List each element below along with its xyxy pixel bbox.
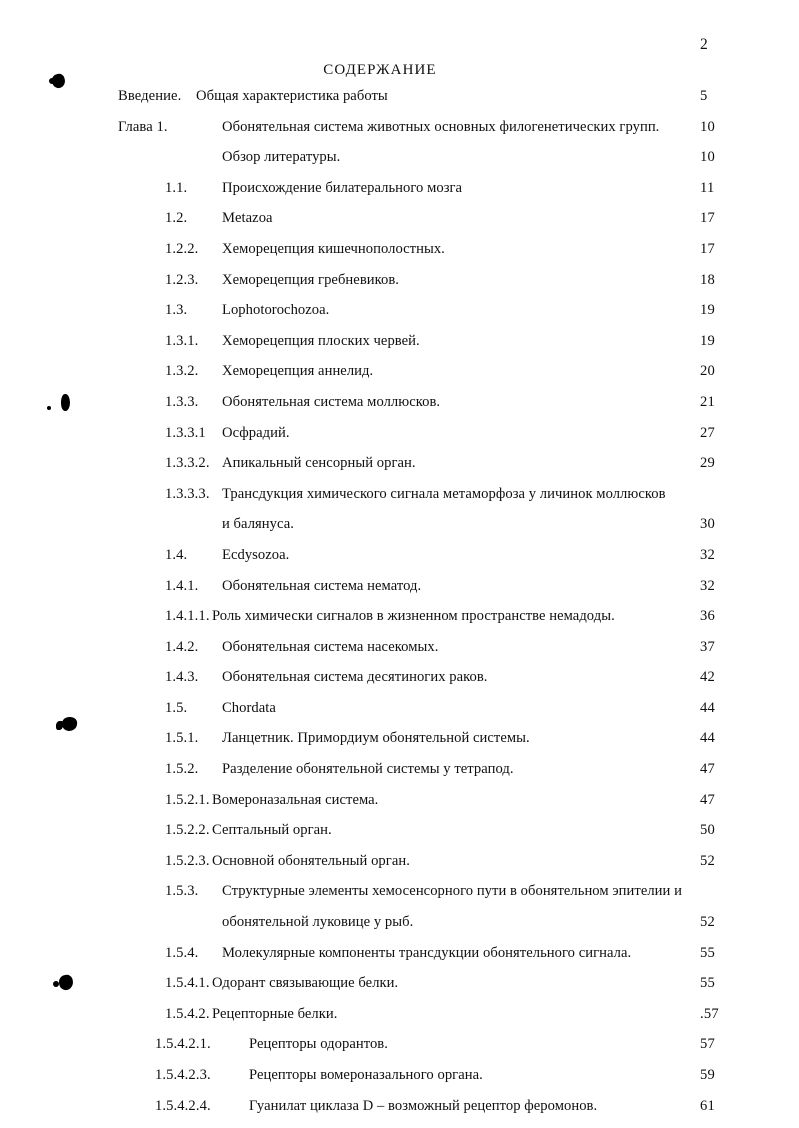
- toc-entry-page-number: 42: [700, 669, 715, 686]
- toc-entry-label: Metazoa: [222, 210, 273, 227]
- toc-entry-label: Основной обонятельный орган.: [212, 852, 410, 869]
- toc-entry[interactable]: [0, 730, 799, 761]
- toc-entry-number: 1.2.2.: [165, 240, 199, 257]
- toc-entry[interactable]: [0, 119, 799, 150]
- toc-entry-number: 1.5.2.3.: [165, 852, 210, 869]
- toc-entry-label: Гуанилат циклаза D – возможный рецептор феромонов.: [249, 1097, 598, 1114]
- toc-entry[interactable]: [0, 302, 799, 333]
- toc-entry[interactable]: [0, 700, 799, 731]
- toc-entry-label: Молекулярные компоненты трансдукции обонятельного сигнала.: [222, 944, 632, 961]
- toc-entry-page-number: 18: [700, 271, 715, 288]
- toc-entry-label: Обонятельная система нематод.: [222, 577, 422, 594]
- toc-entry-number: 1.5.4.2.: [165, 1005, 210, 1022]
- toc-entry[interactable]: [0, 88, 799, 119]
- toc-entry-number: 1.5.4.1.: [165, 975, 210, 992]
- toc-entry[interactable]: [0, 975, 799, 1006]
- toc-entry-page-number: 61: [700, 1097, 715, 1114]
- page-folio-number: 2: [700, 36, 708, 53]
- toc-entry-number: 1.4.2.: [165, 638, 199, 655]
- toc-entry-label: Роль химически сигналов в жизненном пространстве немадоды.: [212, 608, 615, 625]
- toc-entry-label: Обонятельная система животных основных филогенетических групп.: [222, 118, 660, 135]
- toc-entry-number: 1.4.3.: [165, 669, 199, 686]
- toc-entry-number: 1.3.3.: [165, 393, 199, 410]
- toc-entry-label: Рецепторы вомероназального органа.: [249, 1067, 483, 1083]
- toc-entry-page-number: 57: [700, 1036, 715, 1053]
- toc-entry-number: 1.5.1.: [165, 730, 199, 747]
- toc-entry-label: Обзор литературы.: [222, 149, 341, 166]
- toc-entry-number: 1.5.2.1.: [165, 791, 210, 808]
- toc-entry[interactable]: [0, 180, 799, 211]
- binding-mark-4-speck-icon: [53, 981, 59, 987]
- toc-entry-label: Обонятельная система насекомых.: [222, 638, 439, 655]
- toc-entry-number: 1.3.2.: [165, 363, 199, 380]
- toc-entry[interactable]: [0, 853, 799, 884]
- toc-entry-number: 1.3.3.1: [165, 424, 206, 441]
- toc-entry-number: 1.3.: [165, 302, 188, 319]
- toc-entry[interactable]: [0, 394, 799, 425]
- toc-entry-label: и балянуса.: [222, 516, 294, 533]
- toc-entry-label: Рецепторные белки.: [212, 1005, 338, 1022]
- toc-entry-page-number: 32: [700, 546, 715, 563]
- toc-entry[interactable]: [0, 363, 799, 394]
- toc-entry[interactable]: [0, 1006, 799, 1037]
- toc-entry[interactable]: [0, 608, 799, 639]
- toc-entry-number: 1.5.4.2.4.: [155, 1097, 211, 1114]
- toc-entry-number: 1.5.4.2.3.: [155, 1067, 211, 1083]
- toc-entry-page-number: 37: [700, 638, 715, 655]
- toc-entry[interactable]: [0, 1036, 799, 1067]
- toc-entry[interactable]: [0, 792, 799, 823]
- toc-entry-page-number: 59: [700, 1067, 715, 1083]
- toc-entry-label: Обонятельная система десятиногих раков.: [222, 669, 488, 686]
- toc-entry[interactable]: [0, 547, 799, 578]
- toc-entry-page-number: 52: [700, 852, 715, 869]
- toc-entry-page-number: 17: [700, 240, 715, 257]
- binding-mark-3-speck-icon: [56, 721, 63, 730]
- binding-mark-2-icon: [61, 394, 70, 411]
- toc-entry-label: Вомероназальная система.: [212, 791, 379, 808]
- toc-entry[interactable]: [0, 149, 799, 180]
- toc-entry-number: 1.5.4.: [165, 944, 199, 961]
- toc-entry-number: 1.4.1.1.: [165, 608, 210, 625]
- toc-entry-page-number: 47: [700, 791, 715, 808]
- toc-entry-label: Одорант связывающие белки.: [212, 975, 399, 992]
- toc-entry[interactable]: [0, 241, 799, 272]
- toc-entry-number: Глава 1.: [118, 118, 168, 135]
- toc-entry[interactable]: [0, 210, 799, 241]
- toc-entry-label: Хеморецепция аннелид.: [222, 363, 374, 380]
- toc-entry-label: обонятельной луковице у рыб.: [222, 914, 414, 931]
- toc-entry-page-number: 44: [700, 730, 715, 747]
- toc-entry-number: 1.5.2.2.: [165, 822, 210, 839]
- toc-entry-number: 1.4.1.: [165, 577, 199, 594]
- toc-entry-page-number: 11: [700, 179, 715, 196]
- toc-entry-page-number: 20: [700, 363, 715, 380]
- toc-entry[interactable]: [0, 883, 799, 914]
- toc-entry-label: Септальный орган.: [212, 822, 332, 839]
- toc-entry-label: Обонятельная система моллюсков.: [222, 393, 441, 410]
- toc-entry[interactable]: [0, 272, 799, 303]
- toc-entry-label: Структурные элементы хемосенсорного пути в обонятельном эпителии и: [222, 883, 682, 900]
- toc-entry[interactable]: [0, 455, 799, 486]
- toc-entry-page-number: 27: [700, 424, 715, 441]
- toc-entry-label: Апикальный сенсорный орган.: [222, 455, 416, 472]
- toc-entry[interactable]: [0, 761, 799, 792]
- toc-entry-page-number: 52: [700, 914, 715, 931]
- toc-entry-number: 1.2.3.: [165, 271, 199, 288]
- toc-entry-page-number: 19: [700, 332, 715, 349]
- toc-entry-label: Рецепторы одорантов.: [249, 1036, 388, 1053]
- toc-entry[interactable]: [0, 486, 799, 517]
- toc-entry-page-number: 55: [700, 975, 715, 992]
- toc-entry-page-number: 19: [700, 302, 715, 319]
- toc-entry-number: 1.5.4.2.1.: [155, 1036, 211, 1053]
- toc-entry[interactable]: [0, 1098, 799, 1128]
- toc-entry-label: Хеморецепция плоских червей.: [222, 332, 420, 349]
- toc-entry[interactable]: [0, 639, 799, 670]
- binding-mark-1-speck-icon: [49, 78, 55, 84]
- toc-entry-label: Происхождение билатерального мозга: [222, 179, 463, 196]
- toc-entry-label: Lophotorochozoa.: [222, 302, 330, 319]
- toc-entry-page-number: 50: [700, 822, 715, 839]
- toc-entry-page-number: 10: [700, 149, 715, 166]
- toc-entry-page-number: 47: [700, 761, 715, 778]
- toc-entry-number: 1.4.: [165, 546, 188, 563]
- toc-entry[interactable]: [0, 669, 799, 700]
- toc-entry-number: 1.2.: [165, 210, 188, 227]
- toc-entry-number: 1.5.2.: [165, 761, 199, 778]
- toc-entry-page-number: 5: [700, 88, 708, 104]
- binding-mark-2-speck-icon: [47, 406, 51, 410]
- toc-entry[interactable]: [0, 914, 799, 945]
- toc-entry-label: Общая характеристика работы: [196, 88, 388, 104]
- toc-entry-label: Трансдукция химического сигнала метаморфоза у личинок моллюсков: [222, 485, 666, 502]
- toc-entry-label: Хеморецепция гребневиков.: [222, 271, 400, 288]
- toc-entry-number: 1.5.3.: [165, 883, 199, 900]
- toc-entry[interactable]: [0, 1067, 799, 1098]
- toc-entry-page-number: 32: [700, 577, 715, 594]
- page-title: СОДЕРЖАНИЕ: [323, 62, 437, 78]
- toc-entry[interactable]: [0, 945, 799, 976]
- toc-entry-number: 1.5.: [165, 699, 188, 716]
- toc-entry-number: 1.1.: [165, 179, 188, 196]
- toc-entry-page-number: 44: [700, 699, 715, 716]
- table-of-contents: [0, 88, 799, 1128]
- toc-entry-page-number: .57: [700, 1005, 719, 1022]
- toc-entry[interactable]: [0, 516, 799, 547]
- toc-entry-page-number: 10: [700, 118, 715, 135]
- toc-entry-page-number: 29: [700, 455, 715, 472]
- toc-entry-label: Ланцетник. Примордиум обонятельной системы.: [222, 730, 530, 747]
- toc-entry-number: 1.3.3.3.: [165, 485, 210, 502]
- toc-entry[interactable]: [0, 333, 799, 364]
- toc-entry-label: Осфрадий.: [222, 424, 290, 441]
- toc-entry-page-number: 30: [700, 516, 715, 533]
- toc-entry-number: 1.3.3.2.: [165, 455, 210, 472]
- toc-entry-page-number: 17: [700, 210, 715, 227]
- toc-entry-label: Ecdysozoa.: [222, 546, 290, 563]
- toc-entry-number: Введение.: [118, 88, 182, 104]
- toc-entry[interactable]: [0, 578, 799, 609]
- toc-entry-label: Chordata: [222, 699, 276, 716]
- toc-entry[interactable]: [0, 425, 799, 456]
- toc-entry-number: 1.3.1.: [165, 332, 199, 349]
- toc-entry-page-number: 55: [700, 944, 715, 961]
- toc-entry-page-number: 21: [700, 393, 715, 410]
- toc-entry-label: Разделение обонятельной системы у тетрапод.: [222, 761, 514, 778]
- toc-entry-page-number: 36: [700, 608, 715, 625]
- toc-entry-label: Хеморецепция кишечнополостных.: [222, 240, 445, 257]
- toc-entry[interactable]: [0, 822, 799, 853]
